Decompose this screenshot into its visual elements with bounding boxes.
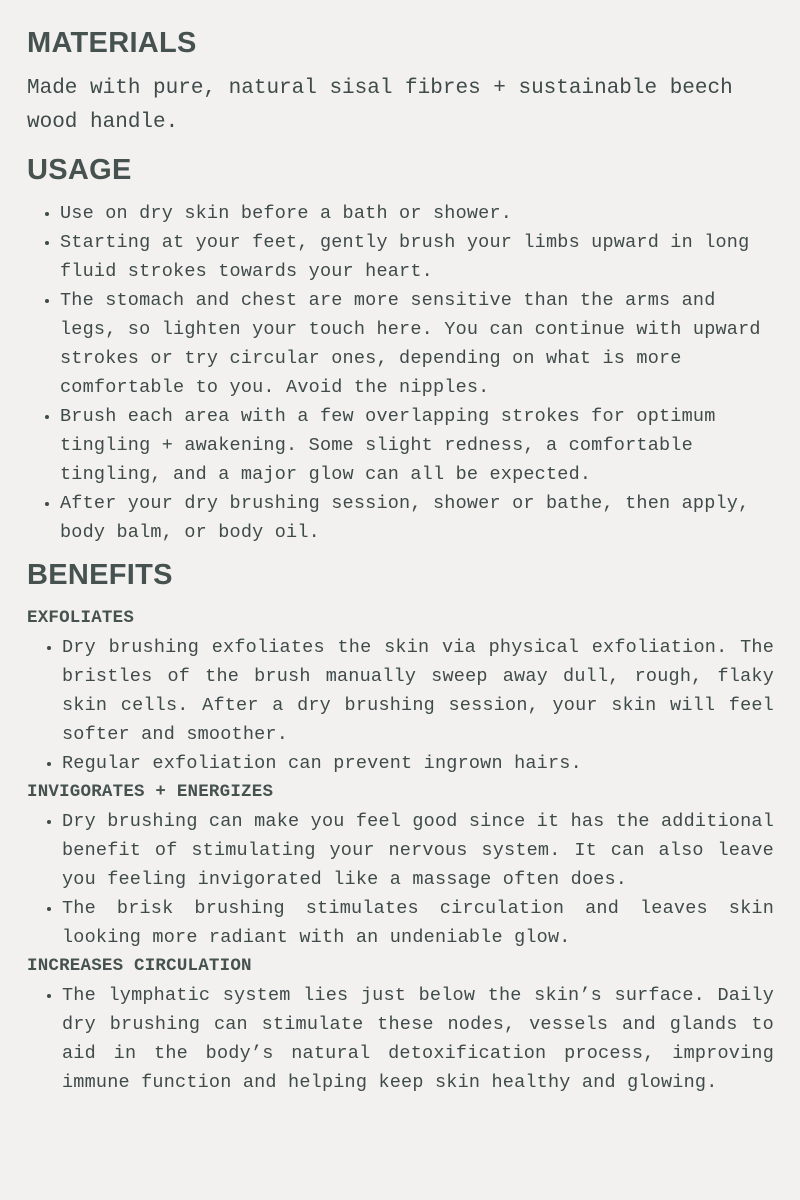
usage-item: • After your dry brushing session, shower or bathe, then apply, body balm, or body oil. xyxy=(60,489,774,547)
usage-item: • Brush each area with a few overlapping strokes for optimum tingling + awakening. Some slight redness, a comfortable tingling, and a major glow can all be expected. xyxy=(60,402,774,489)
benefit-heading-exfoliates: EXFOLIATES xyxy=(27,608,135,628)
usage-list xyxy=(27,199,774,547)
benefits-heading: BENEFITS xyxy=(27,559,173,591)
benefit-item: • The lymphatic system lies just below the skin’s surface. Daily dry brushing can stimulate these nodes, vessels and glands to aid in the body’s natural detoxification process, improving immune function and helping keep skin healthy and glowing. xyxy=(62,981,774,1097)
benefit-list-circulation xyxy=(27,981,774,1097)
benefit-item: • The brisk brushing stimulates circulation and leaves skin looking more radiant with an undeniable glow. xyxy=(62,894,774,952)
usage-item: • The stomach and chest are more sensitive than the arms and legs, so lighten your touch here. You can continue with upward strokes or try circular ones, depending on what is more comfortable to you. Avoid the nipples. xyxy=(60,286,774,402)
materials-description: Made with pure, natural sisal fibres + sustainable beech wood handle. xyxy=(27,77,733,134)
benefit-item: • Dry brushing can make you feel good since it has the additional benefit of stimulating your nervous system. It can also leave you feeling invigorated like a massage often does. xyxy=(62,807,774,894)
benefit-heading-circulation: INCREASES CIRCULATION xyxy=(27,956,252,976)
materials-heading: MATERIALS xyxy=(27,27,197,59)
benefit-list-exfoliates xyxy=(27,633,774,778)
benefit-list-invigorates xyxy=(27,807,774,952)
benefit-item: • Dry brushing exfoliates the skin via physical exfoliation. The bristles of the brush manually sweep away dull, rough, flaky skin cells. After a dry brushing session, your skin will feel softer and smoother. xyxy=(62,633,774,749)
benefit-heading-invigorates: INVIGORATES + ENERGIZES xyxy=(27,782,274,802)
benefit-item: • Regular exfoliation can prevent ingrown hairs. xyxy=(62,749,774,778)
usage-item: • Starting at your feet, gently brush your limbs upward in long fluid strokes towards your heart. xyxy=(60,228,774,286)
usage-item: • Use on dry skin before a bath or shower. xyxy=(60,199,774,228)
usage-heading: USAGE xyxy=(27,154,132,186)
